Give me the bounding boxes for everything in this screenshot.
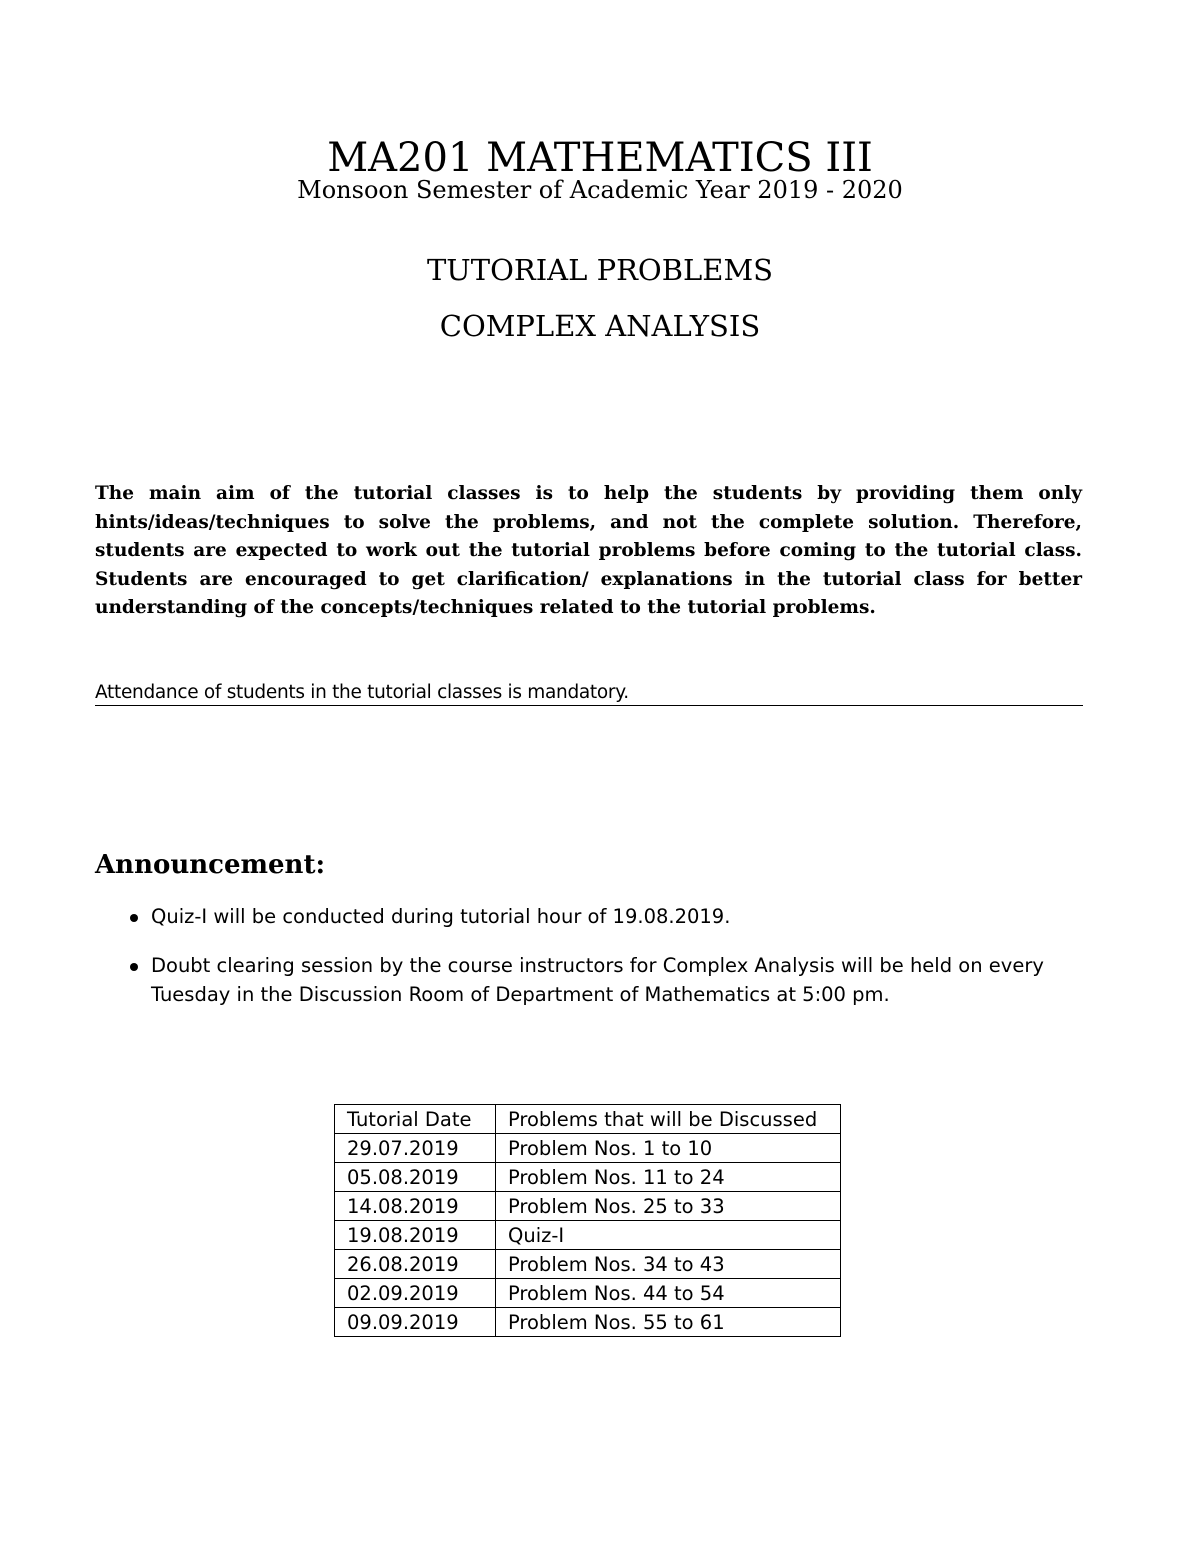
table-row [335,1134,841,1163]
attendance-notice [95,680,1083,706]
attendance-text: Attendance of students in the tutorial classes is mandatory. [95,682,629,703]
intro-paragraph: The main aim of the tutorial classes is to help the students by providing them only hints/ideas/techniques to solve the problems, and not the complete solution. Therefore, students are expected to work out the tutorial problems before coming to the tutorial class. Students are encouraged to get clarification/ explanations in the tutorial class for better understanding of the concepts/techniques related to the tutorial problems. [95,483,1082,618]
subject-heading: COMPLEX ANALYSIS [439,309,761,343]
table-row [335,1279,841,1308]
cell-problems: Problem Nos. 11 to 24 [496,1163,841,1192]
cell-date: 19.08.2019 [335,1221,496,1250]
cell-date: 26.08.2019 [335,1250,496,1279]
cell-problems: Problem Nos. 34 to 43 [496,1250,841,1279]
cell-date: 14.08.2019 [335,1192,496,1221]
announcement-list [95,902,1085,1029]
table-row [335,1308,841,1337]
cell-date: 29.07.2019 [335,1134,496,1163]
table-header-row [335,1105,841,1134]
cell-date: 09.09.2019 [335,1308,496,1337]
bullet-icon [130,963,138,971]
announcement-title: Announcement: [95,850,326,880]
table-row [335,1163,841,1192]
cell-problems: Problem Nos. 1 to 10 [496,1134,841,1163]
table-row [335,1250,841,1279]
column-header-date: Tutorial Date [335,1105,496,1134]
bullet-icon [130,914,138,922]
cell-problems: Problem Nos. 55 to 61 [496,1308,841,1337]
cell-problems: Quiz-I [496,1221,841,1250]
semester-subtitle: Monsoon Semester of Academic Year 2019 - 2020 [297,176,903,204]
course-title: MA201 MATHEMATICS III [327,135,873,181]
announcement-item-text: Doubt clearing session by the course instructors for Complex Analysis will be held on every Tuesday in the Discussion Room of Department of Mathematics at 5:00 pm. [151,954,1044,1006]
cell-problems: Problem Nos. 25 to 33 [496,1192,841,1221]
tutorial-heading: TUTORIAL PROBLEMS [426,253,774,287]
cell-date: 02.09.2019 [335,1279,496,1308]
announcement-item [95,951,1085,1009]
column-header-problems: Problems that will be Discussed [496,1105,841,1134]
cell-problems: Problem Nos. 44 to 54 [496,1279,841,1308]
announcement-item-text: Quiz-I will be conducted during tutorial hour of 19.08.2019. [151,905,731,928]
table-row [335,1192,841,1221]
table-row [335,1221,841,1250]
schedule-table [334,1104,841,1337]
announcement-item [95,902,1085,931]
cell-date: 05.08.2019 [335,1163,496,1192]
